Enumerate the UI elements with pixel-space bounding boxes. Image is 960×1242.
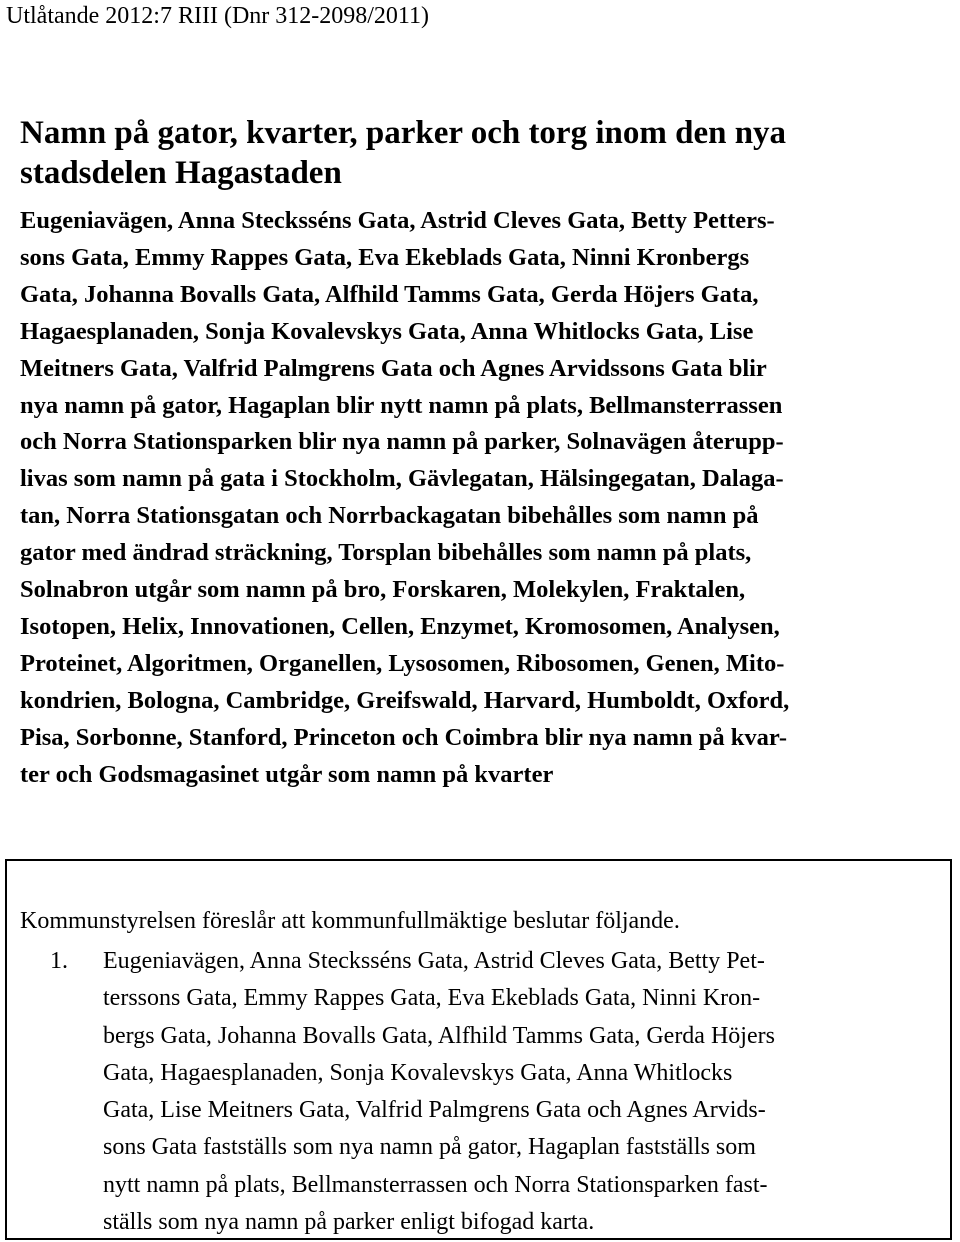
subtitle-line: Solnabron utgår som namn på bro, Forskaren, Molekylen, Fraktalen, <box>20 576 746 604</box>
title-line: Namn på gator, kvarter, parker och torg inom den nya <box>20 115 787 151</box>
subtitle-line: Proteinet, Algoritmen, Organellen, Lysosomen, Ribosomen, Genen, Mito- <box>20 649 785 677</box>
subtitle-line: Gata, Johanna Bovalls Gata, Alfhild Tamms Gata, Gerda Höjers Gata, <box>20 280 759 308</box>
proposal-intro: Kommunstyrelsen föreslår att kommunfullmäktige beslutar följande. <box>20 908 680 934</box>
subtitle-line: ter och Godsmagasinet utgår som namn på kvarter <box>20 760 554 788</box>
document-title <box>20 113 786 193</box>
subtitle-line: Hagaesplanaden, Sonja Kovalevskys Gata, Anna Whitlocks Gata, Lise <box>20 317 754 345</box>
subtitle-line: Eugeniavägen, Anna Stecksséns Gata, Astrid Cleves Gata, Betty Petters- <box>20 207 775 234</box>
proposal-item-line: nytt namn på plats, Bellmansterrassen och Norra Stationsparken fast- <box>103 1171 768 1198</box>
proposal-item-text <box>103 943 775 1241</box>
proposal-item-line: terssons Gata, Emmy Rappes Gata, Eva Ekeblads Gata, Ninni Kron- <box>103 985 761 1012</box>
subtitle-line: tan, Norra Stationsgatan och Norrbackagatan bibehålles som namn på <box>20 502 759 530</box>
proposal-item-line: bergs Gata, Johanna Bovalls Gata, Alfhild Tamms Gata, Gerda Höjers <box>103 1022 775 1049</box>
document-header: Utlåtande 2012:7 RIII (Dnr 312-2098/2011) <box>6 3 430 29</box>
subtitle-line: gator med ändrad sträckning, Torsplan bibehålles som namn på plats, <box>20 539 752 567</box>
proposal-item-line: Gata, Lise Meitners Gata, Valfrid Palmgrens Gata och Agnes Arvids- <box>103 1097 766 1124</box>
title-line: stadsdelen Hagastaden <box>20 155 342 191</box>
subtitle-line: nya namn på gator, Hagaplan blir nytt namn på plats, Bellmansterrassen <box>20 391 783 419</box>
subtitle-line: Pisa, Sorbonne, Stanford, Princeton och Coimbra blir nya namn på kvar- <box>20 723 788 751</box>
document-subtitle <box>20 203 789 794</box>
subtitle-line: Meitners Gata, Valfrid Palmgrens Gata och Agnes Arvidssons Gata blir <box>20 354 767 382</box>
proposal-item-line: ställs som nya namn på parker enligt bifogad karta. <box>103 1209 595 1236</box>
proposal-item-line: Gata, Hagaesplanaden, Sonja Kovalevskys Gata, Anna Whitlocks <box>103 1059 733 1086</box>
proposal-item-line: Eugeniavägen, Anna Stecksséns Gata, Astrid Cleves Gata, Betty Pet- <box>103 948 765 974</box>
subtitle-line: livas som namn på gata i Stockholm, Gävlegatan, Hälsingegatan, Dalaga- <box>20 465 784 493</box>
subtitle-line: sons Gata, Emmy Rappes Gata, Eva Ekeblads Gata, Ninni Kronbergs <box>20 243 750 271</box>
proposal-item-line: sons Gata fastställs som nya namn på gator, Hagaplan fastställs som <box>103 1134 756 1161</box>
subtitle-line: kondrien, Bologna, Cambridge, Greifswald, Harvard, Humboldt, Oxford, <box>20 686 790 714</box>
subtitle-line: Isotopen, Helix, Innovationen, Cellen, Enzymet, Kromosomen, Analysen, <box>20 612 780 640</box>
subtitle-line: och Norra Stationsparken blir nya namn på parker, Solnavägen återupp- <box>20 428 784 456</box>
proposal-item-number: 1. <box>50 948 68 974</box>
